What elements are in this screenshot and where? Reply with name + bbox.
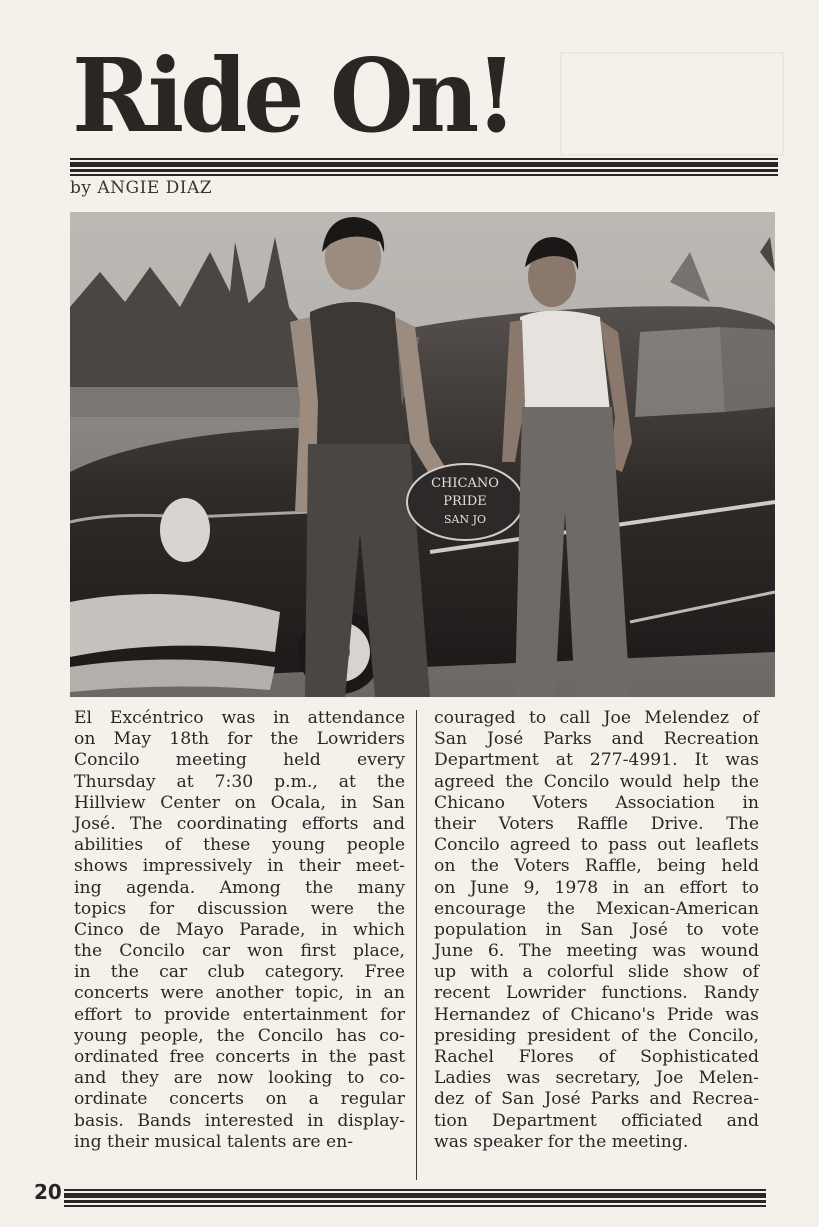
- article-text-line: dez of San José Parks and Recrea-: [434, 1089, 759, 1110]
- article-text-line: ordinate concerts on a regular: [74, 1089, 405, 1110]
- byline: by ANGIE DIAZ: [70, 178, 213, 198]
- article-text-line: topics for discussion were the: [74, 898, 405, 919]
- show-through-artifact: [560, 52, 784, 156]
- article-text-line: agreed the Concilo would help the: [434, 771, 759, 792]
- article-text-line: encourage the Mexican-American: [434, 898, 759, 919]
- article-text-line: Cinco de Mayo Parade, in which: [74, 919, 405, 940]
- article-text-line: Hillview Center on Ocala, in San: [74, 792, 405, 813]
- svg-text:CHICANO: CHICANO: [431, 476, 499, 491]
- article-text-line: Chicano Voters Association in: [434, 792, 759, 813]
- article-text-line: their Voters Raffle Drive. The: [434, 813, 759, 834]
- article-text-line: on the Voters Raffle, being held: [434, 856, 759, 877]
- article-text-line: young people, the Concilo has co-: [74, 1025, 405, 1046]
- chicano-pride-plaque: [407, 464, 523, 540]
- footer-rule: [64, 1189, 766, 1209]
- article-photo: [70, 212, 775, 697]
- article-text-line: presiding president of the Concilo,: [434, 1025, 759, 1046]
- article-text-line: Rachel Flores of Sophisticated: [434, 1047, 759, 1067]
- article-title: Ride On!: [72, 36, 514, 156]
- page-number: 20: [34, 1180, 62, 1204]
- article-text-line: San José Parks and Recreation: [434, 729, 759, 750]
- article-text-line: ing their musical talents are en-: [74, 1131, 354, 1152]
- article-text-line: abilities of these young people: [74, 835, 405, 856]
- article-text-line: on June 9, 1978 in an effort to: [434, 877, 759, 898]
- article-text-line: Concilo agreed to pass out leaflets: [434, 835, 759, 856]
- article-text-line: Thursday at 7:30 p.m., at the: [74, 771, 405, 792]
- article-text-line: recent Lowrider functions. Randy: [434, 983, 759, 1004]
- article-text-line: on May 18th for the Lowriders: [74, 729, 405, 750]
- article-text-line: Department at 277-4991. It was: [434, 750, 759, 771]
- article-text-line: basis. Bands interested in display-: [74, 1110, 405, 1131]
- article-text-line: June 6. The meeting was wound: [434, 941, 759, 962]
- article-text-line: tion Department officiated and: [434, 1110, 759, 1131]
- article-text-line: ordinated free concerts in the past: [74, 1047, 405, 1067]
- title-rule: [70, 158, 778, 178]
- article-text-line: Ladies was secretary, Joe Melen-: [434, 1068, 759, 1089]
- svg-text:SAN JO: SAN JO: [443, 513, 487, 526]
- article-text-line: ing agenda. Among the many: [74, 877, 405, 898]
- article-text-line: in the car club category. Free: [74, 962, 405, 983]
- article-text-line: population in San José to vote: [434, 919, 759, 940]
- article-text-line: José. The coordinating efforts and: [74, 813, 405, 834]
- article-text-line: El Excéntrico was in attendance: [74, 708, 405, 728]
- article-text-line: Hernandez of Chicano's Pride was: [434, 1004, 759, 1025]
- article-text-line: up with a colorful slide show of: [434, 962, 759, 983]
- article-column-right: [434, 708, 759, 1153]
- article-text-line: couraged to call Joe Melendez of: [434, 708, 759, 728]
- column-divider: [416, 710, 417, 1180]
- article-text-line: the Concilo car won first place,: [74, 941, 405, 962]
- article-column-left: [74, 708, 405, 1153]
- article-text-line: shows impressively in their meet-: [74, 856, 405, 877]
- article-text-line: and they are now looking to co-: [74, 1068, 405, 1089]
- article-text-line: concerts were another topic, in an: [74, 983, 405, 1004]
- article-text-line: Concilo meeting held every: [74, 750, 405, 771]
- svg-text:PRIDE: PRIDE: [443, 494, 487, 509]
- article-text-line: was speaker for the meeting.: [434, 1131, 689, 1152]
- article-text-line: effort to provide entertainment for: [74, 1004, 405, 1025]
